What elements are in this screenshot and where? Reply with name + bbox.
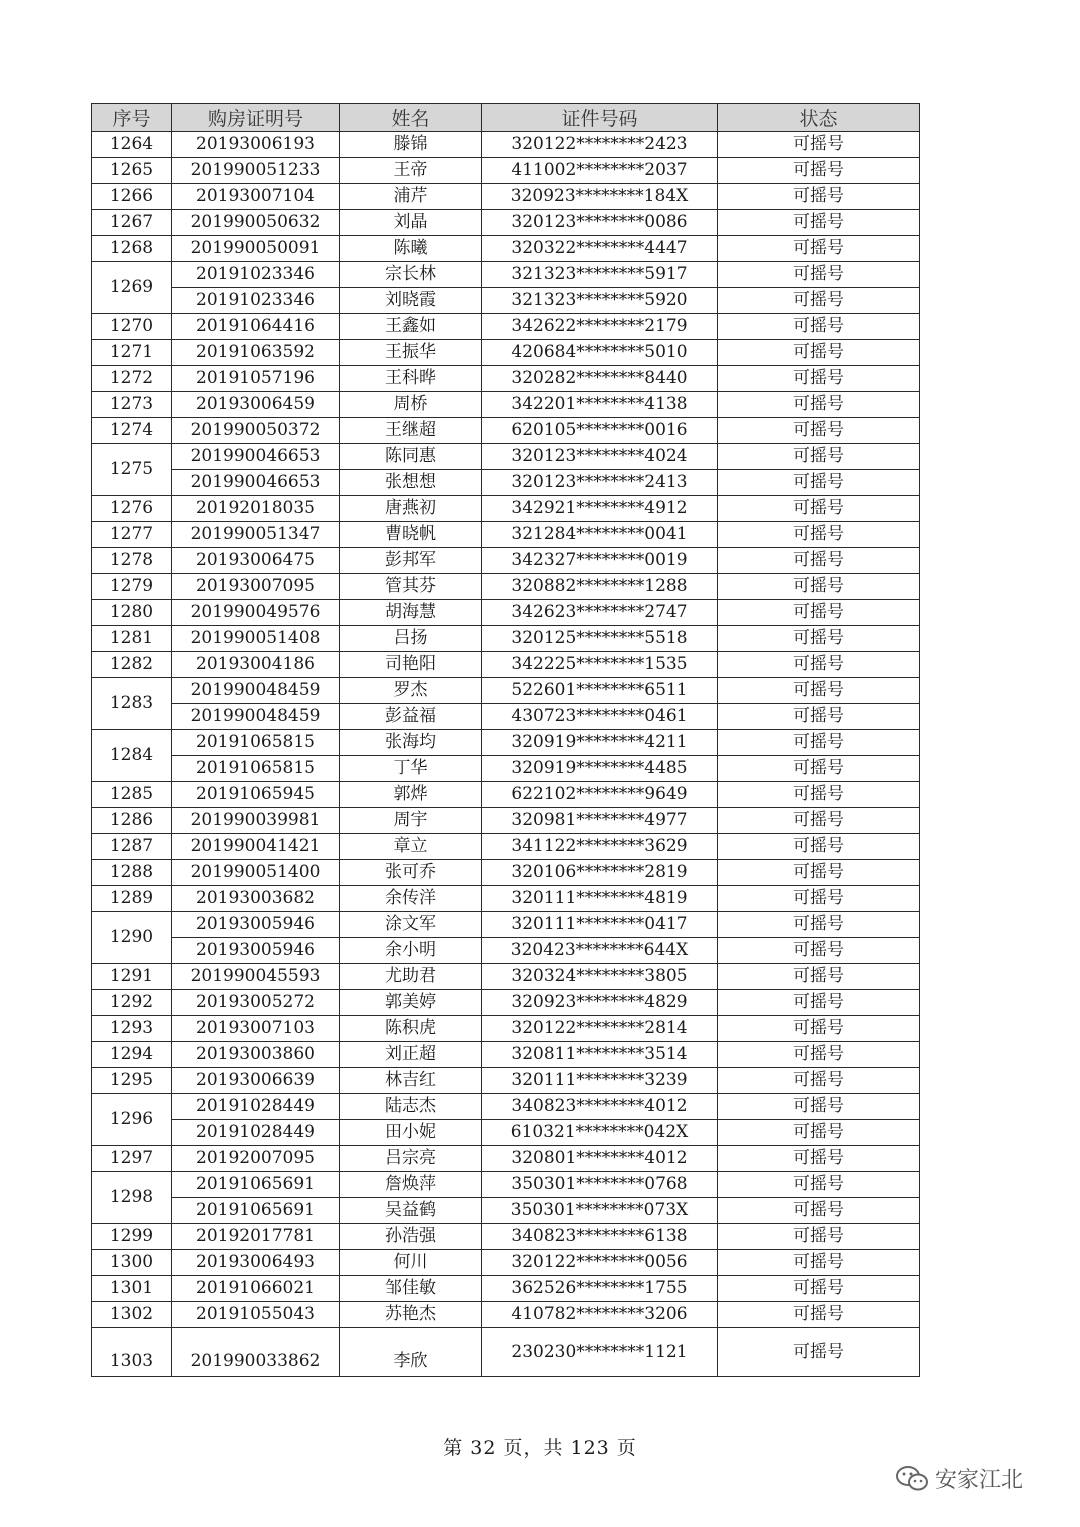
cell-name: 吕扬 [340, 626, 482, 652]
cell-name: 王振华 [340, 340, 482, 366]
header-cert-no: 购房证明号 [172, 104, 340, 132]
table-row [92, 860, 920, 886]
cell-status: 可摇号 [718, 1198, 920, 1224]
table-row [92, 912, 920, 938]
cell-name: 彭邦军 [340, 548, 482, 574]
table-row [92, 834, 920, 860]
cell-status: 可摇号 [718, 132, 920, 158]
cell-status: 可摇号 [718, 860, 920, 886]
cell-status: 可摇号 [718, 1146, 920, 1172]
table-row [92, 808, 920, 834]
table-row [92, 1198, 920, 1224]
cell-name: 管其芬 [340, 574, 482, 600]
table-row [92, 1042, 920, 1068]
table-row [92, 392, 920, 418]
cell-status: 可摇号 [718, 1120, 920, 1146]
cell-status: 可摇号 [718, 626, 920, 652]
cell-name: 胡海慧 [340, 600, 482, 626]
cell-cert-no: 20193007103 [172, 1016, 340, 1042]
cell-name: 张想想 [340, 470, 482, 496]
cell-seq: 1294 [92, 1042, 172, 1068]
table-row [92, 756, 920, 782]
cell-id-no: 320111********4819 [482, 886, 718, 912]
cell-id-no: 320981********4977 [482, 808, 718, 834]
cell-status: 可摇号 [718, 522, 920, 548]
cell-seq: 1291 [92, 964, 172, 990]
cell-name: 彭益福 [340, 704, 482, 730]
table-row [92, 626, 920, 652]
cell-name: 刘正超 [340, 1042, 482, 1068]
cell-id-no: 320322********4447 [482, 236, 718, 262]
cell-seq: 1293 [92, 1016, 172, 1042]
cell-seq: 1288 [92, 860, 172, 886]
cell-status: 可摇号 [718, 1042, 920, 1068]
cell-status: 可摇号 [718, 704, 920, 730]
cell-cert-no: 201990041421 [172, 834, 340, 860]
cell-cert-no: 20191063592 [172, 340, 340, 366]
cell-seq: 1281 [92, 626, 172, 652]
cell-name: 苏艳杰 [340, 1302, 482, 1328]
cell-cert-no: 20193005272 [172, 990, 340, 1016]
cell-status: 可摇号 [718, 1172, 920, 1198]
cell-id-no: 320423********644X [482, 938, 718, 964]
table-row [92, 444, 920, 470]
cell-cert-no: 201990033862 [172, 1328, 340, 1377]
table-row [92, 1016, 920, 1042]
cell-name: 周宇 [340, 808, 482, 834]
cell-name: 李欣 [340, 1328, 482, 1377]
cell-cert-no: 20192018035 [172, 496, 340, 522]
cell-id-no: 340823********4012 [482, 1094, 718, 1120]
cell-name: 唐燕初 [340, 496, 482, 522]
cell-cert-no: 20191028449 [172, 1094, 340, 1120]
table-row [92, 990, 920, 1016]
cell-id-no: 320106********2819 [482, 860, 718, 886]
cell-cert-no: 20193005946 [172, 912, 340, 938]
cell-name: 罗杰 [340, 678, 482, 704]
lottery-table [91, 103, 920, 1377]
cell-name: 涂文军 [340, 912, 482, 938]
cell-seq: 1287 [92, 834, 172, 860]
cell-seq: 1290 [92, 912, 172, 964]
table-row [92, 1068, 920, 1094]
cell-name: 何川 [340, 1250, 482, 1276]
cell-cert-no: 20191028449 [172, 1120, 340, 1146]
table-row [92, 1094, 920, 1120]
cell-cert-no: 20191057196 [172, 366, 340, 392]
cell-name: 刘晶 [340, 210, 482, 236]
cell-id-no: 430723********0461 [482, 704, 718, 730]
cell-id-no: 340823********6138 [482, 1224, 718, 1250]
watermark [895, 1463, 1023, 1494]
header-seq: 序号 [92, 104, 172, 132]
table-row [92, 1224, 920, 1250]
cell-id-no: 350301********073X [482, 1198, 718, 1224]
table-row [92, 340, 920, 366]
cell-name: 陆志杰 [340, 1094, 482, 1120]
cell-id-no: 320919********4485 [482, 756, 718, 782]
cell-seq: 1278 [92, 548, 172, 574]
table-row [92, 964, 920, 990]
cell-cert-no: 20193004186 [172, 652, 340, 678]
cell-cert-no: 20191023346 [172, 262, 340, 288]
cell-status: 可摇号 [718, 548, 920, 574]
cell-status: 可摇号 [718, 418, 920, 444]
cell-name: 邹佳敏 [340, 1276, 482, 1302]
cell-status: 可摇号 [718, 288, 920, 314]
cell-name: 周桥 [340, 392, 482, 418]
cell-status: 可摇号 [718, 184, 920, 210]
cell-cert-no: 201990049576 [172, 600, 340, 626]
cell-cert-no: 20193006493 [172, 1250, 340, 1276]
cell-seq: 1267 [92, 210, 172, 236]
table-row [92, 704, 920, 730]
cell-status: 可摇号 [718, 314, 920, 340]
cell-cert-no: 20193003860 [172, 1042, 340, 1068]
cell-name: 余传洋 [340, 886, 482, 912]
cell-status: 可摇号 [718, 470, 920, 496]
cell-name: 丁华 [340, 756, 482, 782]
cell-status: 可摇号 [718, 990, 920, 1016]
cell-name: 田小妮 [340, 1120, 482, 1146]
table-row [92, 782, 920, 808]
cell-name: 章立 [340, 834, 482, 860]
table-row [92, 158, 920, 184]
cell-status: 可摇号 [718, 756, 920, 782]
cell-name: 曹晓帆 [340, 522, 482, 548]
cell-status: 可摇号 [718, 938, 920, 964]
cell-id-no: 321284********0041 [482, 522, 718, 548]
cell-cert-no: 20193006459 [172, 392, 340, 418]
cell-seq: 1269 [92, 262, 172, 314]
cell-id-no: 320801********4012 [482, 1146, 718, 1172]
cell-cert-no: 20193003682 [172, 886, 340, 912]
cell-cert-no: 20192007095 [172, 1146, 340, 1172]
cell-status: 可摇号 [718, 1276, 920, 1302]
cell-status: 可摇号 [718, 808, 920, 834]
cell-status: 可摇号 [718, 392, 920, 418]
cell-cert-no: 20193005946 [172, 938, 340, 964]
cell-cert-no: 20191065815 [172, 756, 340, 782]
cell-seq: 1280 [92, 600, 172, 626]
cell-id-no: 342327********0019 [482, 548, 718, 574]
cell-cert-no: 20192017781 [172, 1224, 340, 1250]
cell-id-no: 320324********3805 [482, 964, 718, 990]
cell-cert-no: 20191065691 [172, 1172, 340, 1198]
cell-id-no: 320123********4024 [482, 444, 718, 470]
cell-seq: 1275 [92, 444, 172, 496]
cell-id-no: 320123********0086 [482, 210, 718, 236]
cell-id-no: 320122********0056 [482, 1250, 718, 1276]
table-row [92, 132, 920, 158]
cell-seq: 1270 [92, 314, 172, 340]
cell-name: 吴益鹤 [340, 1198, 482, 1224]
cell-seq: 1298 [92, 1172, 172, 1224]
cell-cert-no: 201990050632 [172, 210, 340, 236]
cell-name: 张海均 [340, 730, 482, 756]
cell-status: 可摇号 [718, 730, 920, 756]
cell-cert-no: 201990039981 [172, 808, 340, 834]
cell-seq: 1295 [92, 1068, 172, 1094]
cell-id-no: 320123********2413 [482, 470, 718, 496]
cell-status: 可摇号 [718, 210, 920, 236]
cell-id-no: 620105********0016 [482, 418, 718, 444]
cell-status: 可摇号 [718, 912, 920, 938]
cell-status: 可摇号 [718, 1224, 920, 1250]
cell-id-no: 342623********2747 [482, 600, 718, 626]
table-row [92, 366, 920, 392]
table-row [92, 522, 920, 548]
cell-seq: 1285 [92, 782, 172, 808]
table-row [92, 496, 920, 522]
table-row [92, 886, 920, 912]
cell-status: 可摇号 [718, 444, 920, 470]
watermark-text: 安家江北 [935, 1468, 1024, 1493]
header-status: 状态 [718, 104, 920, 132]
cell-status: 可摇号 [718, 1016, 920, 1042]
cell-status: 可摇号 [718, 600, 920, 626]
table-row [92, 652, 920, 678]
cell-name: 滕锦 [340, 132, 482, 158]
cell-seq: 1296 [92, 1094, 172, 1146]
cell-id-no: 230230********1121 [482, 1328, 718, 1377]
cell-status: 可摇号 [718, 1302, 920, 1328]
table-row [92, 470, 920, 496]
cell-seq: 1299 [92, 1224, 172, 1250]
cell-id-no: 342201********4138 [482, 392, 718, 418]
cell-seq: 1277 [92, 522, 172, 548]
cell-seq: 1301 [92, 1276, 172, 1302]
cell-name: 郭美婷 [340, 990, 482, 1016]
cell-name: 吕宗亮 [340, 1146, 482, 1172]
table-row [92, 678, 920, 704]
cell-seq: 1292 [92, 990, 172, 1016]
cell-seq: 1289 [92, 886, 172, 912]
cell-id-no: 320923********4829 [482, 990, 718, 1016]
table-row [92, 288, 920, 314]
table-row [92, 1276, 920, 1302]
cell-status: 可摇号 [718, 782, 920, 808]
cell-status: 可摇号 [718, 158, 920, 184]
cell-seq: 1271 [92, 340, 172, 366]
table-row [92, 548, 920, 574]
cell-name: 王鑫如 [340, 314, 482, 340]
cell-id-no: 411002********2037 [482, 158, 718, 184]
cell-id-no: 320111********0417 [482, 912, 718, 938]
cell-cert-no: 20191064416 [172, 314, 340, 340]
cell-id-no: 320811********3514 [482, 1042, 718, 1068]
cell-name: 司艳阳 [340, 652, 482, 678]
table-row [92, 1250, 920, 1276]
cell-status: 可摇号 [718, 964, 920, 990]
cell-cert-no: 201990051233 [172, 158, 340, 184]
cell-cert-no: 201990050372 [172, 418, 340, 444]
cell-status: 可摇号 [718, 236, 920, 262]
cell-id-no: 610321********042X [482, 1120, 718, 1146]
cell-status: 可摇号 [718, 574, 920, 600]
cell-id-no: 320111********3239 [482, 1068, 718, 1094]
cell-status: 可摇号 [718, 1250, 920, 1276]
cell-name: 王帝 [340, 158, 482, 184]
table-row [92, 184, 920, 210]
cell-status: 可摇号 [718, 1068, 920, 1094]
cell-id-no: 320882********1288 [482, 574, 718, 600]
table-row [92, 418, 920, 444]
cell-id-no: 320919********4211 [482, 730, 718, 756]
cell-cert-no: 201990051347 [172, 522, 340, 548]
cell-cert-no: 20193006475 [172, 548, 340, 574]
cell-cert-no: 20193006193 [172, 132, 340, 158]
cell-cert-no: 20193007095 [172, 574, 340, 600]
cell-status: 可摇号 [718, 262, 920, 288]
table-row [92, 1172, 920, 1198]
cell-cert-no: 20191065815 [172, 730, 340, 756]
cell-id-no: 320125********5518 [482, 626, 718, 652]
cell-name: 陈积虎 [340, 1016, 482, 1042]
table-row [92, 210, 920, 236]
cell-status: 可摇号 [718, 366, 920, 392]
cell-status: 可摇号 [718, 496, 920, 522]
cell-name: 张可乔 [340, 860, 482, 886]
cell-name: 林吉红 [340, 1068, 482, 1094]
cell-id-no: 321323********5917 [482, 262, 718, 288]
cell-seq: 1274 [92, 418, 172, 444]
cell-seq: 1302 [92, 1302, 172, 1328]
cell-seq: 1286 [92, 808, 172, 834]
cell-status: 可摇号 [718, 886, 920, 912]
header-id-no: 证件号码 [482, 104, 718, 132]
cell-name: 尤助君 [340, 964, 482, 990]
cell-id-no: 410782********3206 [482, 1302, 718, 1328]
cell-id-no: 321323********5920 [482, 288, 718, 314]
cell-cert-no: 201990045593 [172, 964, 340, 990]
table-row [92, 1302, 920, 1328]
cell-cert-no: 201990050091 [172, 236, 340, 262]
cell-cert-no: 201990046653 [172, 444, 340, 470]
cell-id-no: 320282********8440 [482, 366, 718, 392]
cell-name: 王科晔 [340, 366, 482, 392]
table-row [92, 262, 920, 288]
cell-id-no: 420684********5010 [482, 340, 718, 366]
cell-cert-no: 20193006639 [172, 1068, 340, 1094]
cell-seq: 1276 [92, 496, 172, 522]
cell-seq: 1300 [92, 1250, 172, 1276]
table-row [92, 1146, 920, 1172]
cell-cert-no: 20191023346 [172, 288, 340, 314]
wechat-icon [895, 1464, 929, 1494]
cell-id-no: 522601********6511 [482, 678, 718, 704]
cell-seq: 1268 [92, 236, 172, 262]
table-row [92, 574, 920, 600]
cell-id-no: 342921********4912 [482, 496, 718, 522]
cell-name: 宗长林 [340, 262, 482, 288]
table-row [92, 938, 920, 964]
cell-cert-no: 201990051400 [172, 860, 340, 886]
table-row [92, 1120, 920, 1146]
cell-name: 刘晓霞 [340, 288, 482, 314]
cell-seq: 1273 [92, 392, 172, 418]
cell-id-no: 320122********2814 [482, 1016, 718, 1042]
table-row [92, 236, 920, 262]
cell-status: 可摇号 [718, 834, 920, 860]
cell-cert-no: 20191066021 [172, 1276, 340, 1302]
cell-id-no: 320923********184X [482, 184, 718, 210]
cell-name: 陈同惠 [340, 444, 482, 470]
cell-name: 郭烨 [340, 782, 482, 808]
cell-name: 孙浩强 [340, 1224, 482, 1250]
cell-id-no: 350301********0768 [482, 1172, 718, 1198]
cell-id-no: 622102********9649 [482, 782, 718, 808]
table-body [92, 132, 920, 1377]
cell-seq: 1279 [92, 574, 172, 600]
cell-cert-no: 20191055043 [172, 1302, 340, 1328]
cell-cert-no: 201990046653 [172, 470, 340, 496]
cell-id-no: 320122********2423 [482, 132, 718, 158]
cell-name: 王继超 [340, 418, 482, 444]
cell-name: 浦芹 [340, 184, 482, 210]
cell-cert-no: 201990051408 [172, 626, 340, 652]
cell-id-no: 342622********2179 [482, 314, 718, 340]
cell-cert-no: 201990048459 [172, 678, 340, 704]
table-row [92, 730, 920, 756]
cell-id-no: 341122********3629 [482, 834, 718, 860]
cell-seq: 1284 [92, 730, 172, 782]
cell-seq: 1297 [92, 1146, 172, 1172]
cell-name: 余小明 [340, 938, 482, 964]
table-row [92, 314, 920, 340]
cell-cert-no: 20191065945 [172, 782, 340, 808]
cell-status: 可摇号 [718, 1094, 920, 1120]
cell-seq: 1266 [92, 184, 172, 210]
cell-status: 可摇号 [718, 1328, 920, 1377]
cell-cert-no: 20193007104 [172, 184, 340, 210]
cell-status: 可摇号 [718, 678, 920, 704]
cell-status: 可摇号 [718, 652, 920, 678]
table-row [92, 600, 920, 626]
cell-seq: 1265 [92, 158, 172, 184]
table-header-row [92, 104, 920, 132]
cell-seq: 1283 [92, 678, 172, 730]
cell-id-no: 362526********1755 [482, 1276, 718, 1302]
cell-cert-no: 201990048459 [172, 704, 340, 730]
table-row [92, 1328, 920, 1377]
cell-seq: 1272 [92, 366, 172, 392]
header-name: 姓名 [340, 104, 482, 132]
cell-name: 陈曦 [340, 236, 482, 262]
cell-cert-no: 20191065691 [172, 1198, 340, 1224]
page-number: 第 32 页，共 123 页 [443, 1437, 637, 1459]
cell-seq: 1303 [92, 1328, 172, 1377]
cell-status: 可摇号 [718, 340, 920, 366]
cell-id-no: 342225********1535 [482, 652, 718, 678]
cell-name: 詹焕萍 [340, 1172, 482, 1198]
cell-seq: 1282 [92, 652, 172, 678]
cell-seq: 1264 [92, 132, 172, 158]
